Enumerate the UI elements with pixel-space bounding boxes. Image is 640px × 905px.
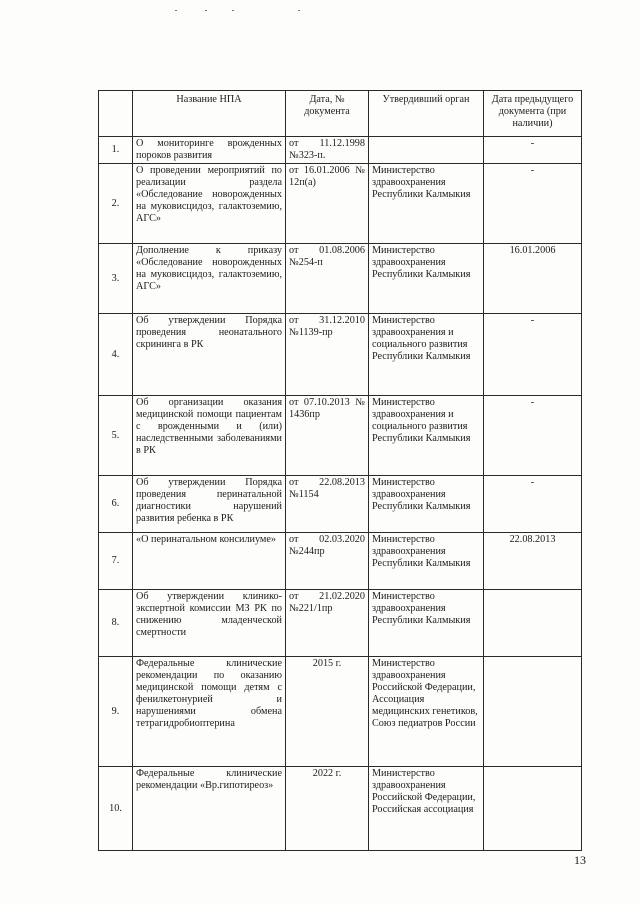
npa-name: Об организации оказания медицинской помощи пациентам с врожденными и (или) наследственными заболеваниями в РК [133, 396, 286, 476]
header-body: Утвердивший орган [369, 91, 484, 137]
previous-date [484, 590, 582, 657]
table-row [99, 137, 582, 164]
previous-date: 22.08.2013 [484, 533, 582, 590]
page-number: 13 [574, 853, 586, 867]
npa-name: О мониторинге врожденных пороков развития [133, 137, 286, 164]
npa-name: Об утверждении Порядка проведения перинатальной диагностики нарушений развития ребенка в РК [133, 476, 286, 533]
table-row [99, 657, 582, 767]
document-date: от 11.12.1998 №323-п. [286, 137, 369, 164]
npa-name: Дополнение к приказу «Обследование новорожденных на муковисцидоз, галактоземию, АГС» [133, 244, 286, 314]
document-date: от 21.02.2020 №221/1пр [286, 590, 369, 657]
npa-table [98, 90, 582, 851]
document-date: 2015 г. [286, 657, 369, 767]
row-number: 6. [99, 476, 133, 533]
row-number: 5. [99, 396, 133, 476]
approving-body: Министерство здравоохранения Российской Федерации, Российская ассоциация [369, 767, 484, 851]
row-number: 9. [99, 657, 133, 767]
header-num [99, 91, 133, 137]
npa-name: О проведении мероприятий по реализации раздела «Обследование новорожденных на муковисцидоз, галактоземию, АГС» [133, 164, 286, 244]
table-header-row [99, 91, 582, 137]
table-row [99, 767, 582, 851]
table-row [99, 590, 582, 657]
row-number: 3. [99, 244, 133, 314]
npa-name: Федеральные клинические рекомендации «Вр.гипотиреоз» [133, 767, 286, 851]
row-number: 4. [99, 314, 133, 396]
table-row [99, 164, 582, 244]
document-date: от 31.12.2010 №1139-пр [286, 314, 369, 396]
approving-body: Министерство здравоохранения Республики Калмыкия [369, 244, 484, 314]
npa-name: Федеральные клинические рекомендации по оказанию медицинской помощи детям с фенилкетонурией и нарушениями обмена тетрагидробиоптерина [133, 657, 286, 767]
document-date: от 02.03.2020 №244пр [286, 533, 369, 590]
approving-body [369, 137, 484, 164]
header-date: Дата, № документа [286, 91, 369, 137]
header-name: Название НПА [133, 91, 286, 137]
previous-date: 16.01.2006 [484, 244, 582, 314]
previous-date: - [484, 164, 582, 244]
document-date: 2022 г. [286, 767, 369, 851]
previous-date: - [484, 396, 582, 476]
table-row [99, 476, 582, 533]
approving-body: Министерство здравоохранения Республики Калмыкия [369, 533, 484, 590]
approving-body: Министерство здравоохранения Республики Калмыкия [369, 476, 484, 533]
approving-body: Министерство здравоохранения Республики Калмыкия [369, 164, 484, 244]
table-row [99, 244, 582, 314]
npa-name: Об утверждении клинико-экспертной комиссии МЗ РК по снижению младенческой смертности [133, 590, 286, 657]
document-date: от 16.01.2006 № 12п(а) [286, 164, 369, 244]
previous-date: - [484, 137, 582, 164]
table-row [99, 396, 582, 476]
npa-name: «О перинатальном консилиуме» [133, 533, 286, 590]
approving-body: Министерство здравоохранения и социального развития Республики Калмыкия [369, 396, 484, 476]
previous-date [484, 767, 582, 851]
document-date: от 01.08.2006 №254-п [286, 244, 369, 314]
row-number: 2. [99, 164, 133, 244]
approving-body: Министерство здравоохранения Российской Федерации, Ассоциация медицинских генетиков, Союз педиатров России [369, 657, 484, 767]
previous-date: - [484, 314, 582, 396]
approving-body: Министерство здравоохранения и социального развития Республики Калмыкия [369, 314, 484, 396]
row-number: 10. [99, 767, 133, 851]
document-date: от 22.08.2013 №1154 [286, 476, 369, 533]
header-prev: Дата предыдущего документа (при наличии) [484, 91, 582, 137]
row-number: 7. [99, 533, 133, 590]
table-row [99, 533, 582, 590]
row-number: 1. [99, 137, 133, 164]
previous-date: - [484, 476, 582, 533]
table-row [99, 314, 582, 396]
previous-date [484, 657, 582, 767]
approving-body: Министерство здравоохранения Республики Калмыкия [369, 590, 484, 657]
npa-name: Об утверждении Порядка проведения неонатального скрининга в РК [133, 314, 286, 396]
row-number: 8. [99, 590, 133, 657]
document-date: от 07.10.2013 № 1436пр [286, 396, 369, 476]
